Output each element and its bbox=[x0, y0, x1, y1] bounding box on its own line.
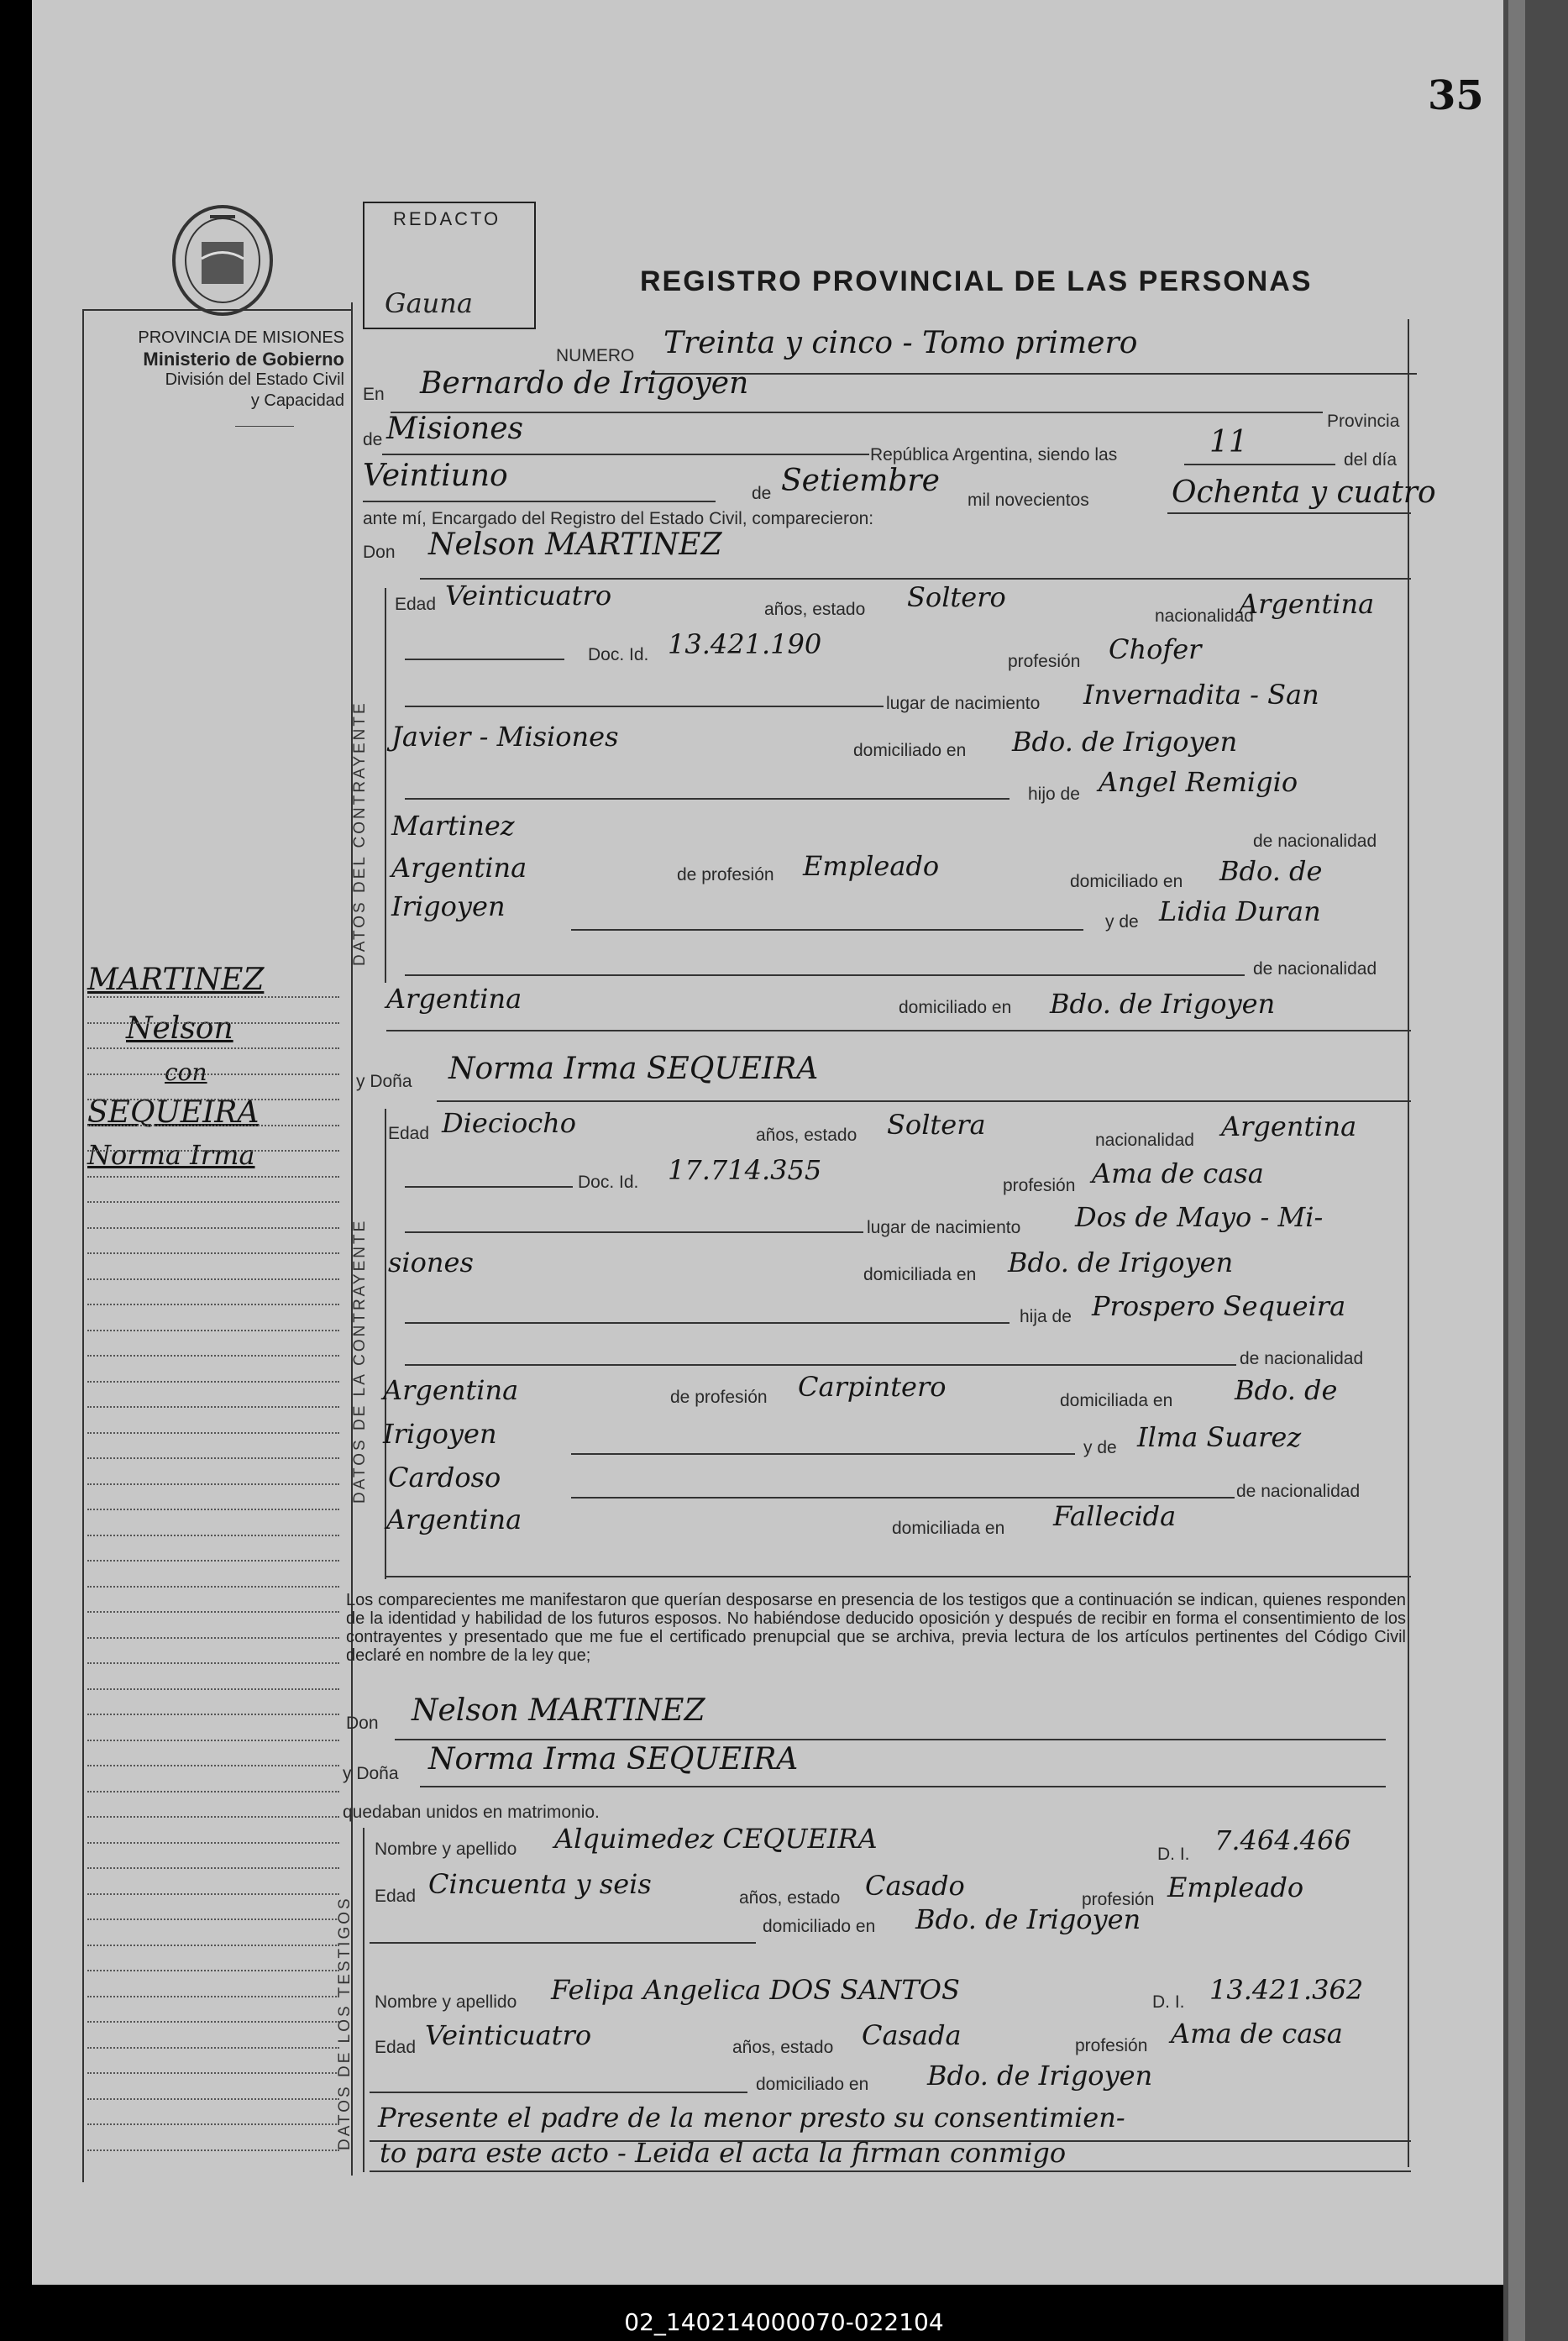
declaration-paragraph: Los comparecientes me manifestaron que querían desposarse en presencia de los testigos que a continuación se indican, quienes responden de la identidad y habilidad de los futuros esposos. No habiéndose deducido oposición y después de recibir en forma el consentimiento de los contrayentes y presentado que me fue el certificado prenupcial que se archiva, previa lectura de los artículos pertinentes del Código Civil declaré en nombre de la ley que; bbox=[346, 1591, 1406, 1665]
margin-rule bbox=[87, 1535, 339, 1536]
margin-rule bbox=[87, 1150, 339, 1152]
testigo2-nombre: Felipa Angelica DOS SANTOS bbox=[551, 1974, 960, 2006]
margin-rule bbox=[87, 1406, 339, 1408]
margin-rule bbox=[87, 1791, 339, 1792]
anio-line bbox=[1167, 512, 1411, 514]
label-hija: hija de bbox=[1020, 1307, 1072, 1326]
label-dom-6: domiciliada en bbox=[892, 1519, 1005, 1538]
label-prof-1: profesión bbox=[1008, 652, 1081, 671]
contrayente-padre-dom-b: Irigoyen bbox=[391, 890, 506, 922]
label-y-de-1: y de bbox=[1105, 912, 1139, 932]
contrayenta-nombre: Norma Irma SEQUEIRA bbox=[448, 1052, 819, 1086]
label-nac-2: nacionalidad bbox=[1095, 1131, 1194, 1150]
note-rule-2 bbox=[370, 2170, 1411, 2172]
contrayenta-padre: Prospero Sequeira bbox=[1092, 1290, 1346, 1322]
redacto-box bbox=[363, 202, 536, 329]
register-title: REGISTRO PROVINCIAL DE LAS PERSONAS bbox=[640, 265, 1313, 297]
label-dom-3: domiciliado en bbox=[899, 998, 1012, 1017]
margin-rule bbox=[87, 1330, 339, 1331]
contrayenta-edad: Dieciocho bbox=[442, 1107, 577, 1139]
testigo2-di: 13.421.362 bbox=[1209, 1974, 1364, 2006]
agency-capacity: y Capacidad bbox=[250, 391, 344, 410]
margin-rule bbox=[87, 1176, 339, 1178]
madre-pre-line bbox=[405, 974, 1245, 976]
margin-rule bbox=[87, 1457, 339, 1459]
margin-rule bbox=[87, 1688, 339, 1690]
margin-rule bbox=[87, 1560, 339, 1562]
dona-line bbox=[437, 1100, 1411, 1102]
madre-pre-line-2 bbox=[571, 1497, 1235, 1499]
label-prof-t2: profesión bbox=[1075, 2036, 1148, 2055]
margin-rule bbox=[87, 1816, 339, 1818]
margin-rule bbox=[87, 1381, 339, 1383]
contrayente-estado: Soltero bbox=[907, 581, 1006, 613]
margin-con: con bbox=[165, 1058, 207, 1086]
hora-line bbox=[1184, 464, 1335, 465]
acta-mes: Setiembre bbox=[781, 464, 940, 498]
lugar-line bbox=[391, 412, 1323, 413]
label-lugar-1: lugar de nacimiento bbox=[886, 694, 1041, 713]
margin-rule bbox=[87, 1227, 339, 1229]
contrayenta-padre-prof: Carpintero bbox=[798, 1371, 947, 1403]
vertical-contrayente: DATOS DEL CONTRAYENTE bbox=[351, 701, 369, 966]
label-prof-t1: profesión bbox=[1082, 1890, 1155, 1909]
margin-rule bbox=[87, 1945, 339, 1946]
margin-rule bbox=[87, 1483, 339, 1485]
label-dom-1: domiciliado en bbox=[853, 741, 967, 760]
label-de-nac-4: de nacionalidad bbox=[1236, 1482, 1361, 1501]
file-name-caption: 02_140214000070-022104 bbox=[624, 2308, 944, 2336]
label-edad-1: Edad bbox=[395, 595, 437, 614]
acta-lugar: Bernardo de Irigoyen bbox=[420, 366, 749, 401]
redacto-label: REDACTO bbox=[393, 208, 501, 229]
contrayente-padre-a: Angel Remigio bbox=[1099, 766, 1298, 798]
margin-surname: MARTINEZ bbox=[87, 963, 265, 997]
contrayente-padre-b: Martinez bbox=[391, 810, 515, 842]
margin-rule bbox=[87, 2098, 339, 2100]
label-nac-1: nacionalidad bbox=[1155, 606, 1254, 626]
testigo2-dom-pre-line bbox=[370, 2092, 747, 2093]
padre-pre-line-2 bbox=[405, 1364, 1236, 1366]
provincial-seal-icon bbox=[168, 200, 277, 318]
label-edad-2: Edad bbox=[388, 1124, 430, 1143]
contrayenta-nacionalidad: Argentina bbox=[1221, 1110, 1357, 1142]
label-en: En bbox=[363, 385, 385, 404]
label-estado-2: años, estado bbox=[756, 1126, 857, 1145]
hijo-pre-line bbox=[405, 798, 1009, 800]
margin-rule bbox=[87, 1586, 339, 1588]
margin-rule bbox=[87, 2021, 339, 2023]
margin-rule bbox=[87, 1355, 339, 1357]
margin-rule bbox=[87, 1073, 339, 1075]
contrayenta-padre-nac: Argentina bbox=[383, 1374, 519, 1406]
label-quedaban: quedaban unidos en matrimonio. bbox=[343, 1803, 600, 1822]
acta-hora: 11 bbox=[1209, 425, 1248, 459]
label-hijo: hijo de bbox=[1028, 785, 1080, 804]
label-de-prof-1: de profesión bbox=[677, 865, 774, 884]
label-doc-1: Doc. Id. bbox=[588, 645, 649, 664]
margin-rule bbox=[87, 1714, 339, 1715]
label-ante-mi: ante mí, Encargado del Registro del Estado Civil, comparecieron: bbox=[363, 509, 874, 528]
label-de: de bbox=[363, 430, 383, 449]
contrayente-madre-dom: Bdo. de Irigoyen bbox=[1050, 988, 1276, 1020]
label-estado-t2: años, estado bbox=[732, 2038, 834, 2057]
margin-rule bbox=[87, 2047, 339, 2049]
testigo2-profesion: Ama de casa bbox=[1171, 2018, 1343, 2050]
contrayenta-profesion: Ama de casa bbox=[1092, 1157, 1264, 1189]
margin-name: Nelson bbox=[126, 1011, 233, 1046]
agency-ministry: Ministerio de Gobierno bbox=[143, 349, 344, 370]
padre-dom-line-2 bbox=[571, 1453, 1075, 1455]
margin-rule bbox=[87, 1201, 339, 1203]
redacto-signature: Gauna bbox=[385, 287, 473, 319]
label-edad-t1: Edad bbox=[375, 1887, 417, 1906]
lugar-pre-line bbox=[405, 706, 884, 707]
margin-rule bbox=[87, 1252, 339, 1254]
contrayente-nombre: Nelson MARTINEZ bbox=[428, 528, 722, 562]
contrayente-madre: Lidia Duran bbox=[1159, 895, 1321, 927]
margin-rule bbox=[87, 1867, 339, 1869]
contrayente-padre-prof: Empleado bbox=[803, 850, 940, 882]
acta-dia: Veintiuno bbox=[363, 459, 508, 493]
label-nombre-1: Nombre y apellido bbox=[375, 1840, 517, 1859]
label-provincia: Provincia bbox=[1327, 412, 1400, 431]
label-don-2: Don bbox=[346, 1714, 379, 1733]
contrayenta-lugar-a: Dos de Mayo - Mi- bbox=[1075, 1201, 1324, 1233]
label-de-nac-3: de nacionalidad bbox=[1240, 1349, 1364, 1368]
hija-pre-line bbox=[405, 1322, 1009, 1324]
contrayenta-madre-nac: Argentina bbox=[386, 1504, 522, 1535]
contrayenta-madre-b: Cardoso bbox=[388, 1462, 501, 1493]
label-numero: NUMERO bbox=[556, 346, 635, 365]
label-lugar-2: lugar de nacimiento bbox=[867, 1218, 1021, 1237]
contrayenta-madre-a: Ilma Suarez bbox=[1137, 1421, 1302, 1453]
label-prof-2: profesión bbox=[1003, 1176, 1076, 1195]
label-edad-t2: Edad bbox=[375, 2038, 417, 2057]
contrayenta-domicilio: Bdo. de Irigoyen bbox=[1008, 1247, 1234, 1278]
union-dona-line bbox=[420, 1786, 1386, 1787]
contrayente-lugar-a: Invernadita - San bbox=[1083, 679, 1319, 711]
contrayenta-lugar-b: siones bbox=[388, 1247, 474, 1278]
testigo1-profesion: Empleado bbox=[1167, 1871, 1304, 1903]
margin-rule bbox=[87, 1842, 339, 1844]
label-dom-t1: domiciliado en bbox=[763, 1917, 876, 1936]
label-de-prof-2: de profesión bbox=[670, 1388, 768, 1407]
label-de-nac-1: de nacionalidad bbox=[1253, 832, 1377, 851]
union-don: Nelson MARTINEZ bbox=[412, 1693, 705, 1728]
label-dom-t2: domiciliado en bbox=[756, 2075, 869, 2094]
contrayente-edad: Veinticuatro bbox=[445, 580, 612, 611]
margin-surname-2: SEQUEIRA bbox=[87, 1095, 260, 1130]
contrayente-padre-dom-a: Bdo. de bbox=[1219, 855, 1323, 887]
label-del-dia: del día bbox=[1344, 450, 1398, 470]
label-doc-2: Doc. Id. bbox=[578, 1173, 639, 1192]
dia-line bbox=[363, 501, 716, 502]
margin-rule bbox=[87, 1970, 339, 1971]
margin-rule bbox=[87, 996, 339, 998]
header-rule bbox=[82, 309, 353, 311]
margin-rule bbox=[87, 1047, 339, 1049]
margin-rule bbox=[87, 1765, 339, 1766]
label-de-nac-2: de nacionalidad bbox=[1253, 959, 1377, 979]
margin-rule bbox=[87, 1304, 339, 1305]
contrayente-madre-nac: Argentina bbox=[386, 983, 522, 1015]
margin-rule bbox=[87, 1637, 339, 1639]
doc-pre-line-2 bbox=[405, 1186, 573, 1188]
label-mil: mil novecientos bbox=[968, 491, 1089, 510]
contrayenta-padre-dom-a: Bdo. de bbox=[1235, 1374, 1338, 1406]
agency-province: PROVINCIA DE MISIONES bbox=[138, 328, 344, 347]
numero-line bbox=[651, 373, 1417, 375]
madre-dom-line-2 bbox=[386, 1576, 1411, 1577]
label-dom-4: domiciliada en bbox=[863, 1265, 977, 1284]
label-y-dona-2: y Doña bbox=[343, 1764, 399, 1783]
margin-rule bbox=[87, 1022, 339, 1024]
margin-rule bbox=[87, 2123, 339, 2125]
acta-anio: Ochenta y cuatro bbox=[1172, 475, 1436, 510]
contrayente-bracket bbox=[385, 588, 386, 983]
agency-division: División del Estado Civil bbox=[165, 370, 344, 389]
testigo1-dom-pre-line bbox=[370, 1942, 756, 1944]
union-dona: Norma Irma SEQUEIRA bbox=[428, 1742, 799, 1777]
margin-rule bbox=[87, 1893, 339, 1895]
margin-rule bbox=[87, 1509, 339, 1510]
vertical-contrayenta: DATOS DE LA CONTRAYENTE bbox=[351, 1218, 369, 1504]
margin-rule bbox=[87, 1611, 339, 1613]
margin-rule bbox=[87, 2149, 339, 2151]
label-di-1: D. I. bbox=[1157, 1845, 1190, 1864]
testigo2-estado: Casada bbox=[862, 2019, 962, 2051]
contrayente-lugar-b: Javier - Misiones bbox=[391, 721, 619, 753]
note-line-1: Presente el padre de la menor presto su consentimien- bbox=[378, 2102, 1125, 2134]
margin-rule bbox=[87, 1432, 339, 1434]
testigo1-estado: Casado bbox=[865, 1870, 965, 1902]
contrayenta-estado: Soltera bbox=[887, 1109, 986, 1141]
testigos-bracket bbox=[363, 1828, 364, 2172]
acta-provincia: Misiones bbox=[386, 412, 524, 446]
acta-numero: Treinta y cinco - Tomo primero bbox=[663, 326, 1138, 360]
book-spine bbox=[1503, 0, 1568, 2341]
contrayenta-padre-dom-b: Irigoyen bbox=[383, 1418, 497, 1450]
margin-rule bbox=[87, 1996, 339, 1997]
label-republica: República Argentina, siendo las bbox=[870, 445, 1118, 465]
testigo2-domicilio: Bdo. de Irigoyen bbox=[927, 2060, 1153, 2092]
label-dom-2: domiciliado en bbox=[1070, 872, 1183, 891]
note-line-2: to para este acto - Leida el acta la firman conmigo bbox=[380, 2137, 1067, 2169]
margin-rule bbox=[87, 1662, 339, 1664]
contrayente-doc: 13.421.190 bbox=[668, 628, 822, 660]
label-y-dona: y Doña bbox=[356, 1072, 412, 1091]
agency-header bbox=[84, 328, 344, 433]
margin-rule bbox=[87, 1740, 339, 1741]
label-di-2: D. I. bbox=[1152, 1992, 1185, 2012]
margin-rule bbox=[87, 1918, 339, 1920]
madre-dom-line bbox=[386, 1030, 1411, 1031]
label-de-mes: de bbox=[752, 484, 772, 503]
margin-rule bbox=[87, 1125, 339, 1126]
vertical-testigos: DATOS DE LOS TESTIGOS bbox=[336, 1896, 354, 2150]
contrayente-padre-nac: Argentina bbox=[391, 852, 527, 884]
testigo2-edad: Veinticuatro bbox=[425, 2019, 592, 2051]
contrayente-profesion: Chofer bbox=[1109, 633, 1202, 665]
right-border-line bbox=[1408, 319, 1409, 2167]
label-dom-5: domiciliada en bbox=[1060, 1391, 1173, 1410]
testigo1-di: 7.464.466 bbox=[1214, 1824, 1351, 1856]
margin-rule bbox=[87, 2072, 339, 2074]
margin-rule bbox=[87, 1099, 339, 1100]
label-y-de-2: y de bbox=[1083, 1438, 1117, 1457]
lugar-pre-line-2 bbox=[405, 1231, 863, 1233]
label-estado-t1: años, estado bbox=[739, 1888, 841, 1908]
union-don-line bbox=[395, 1739, 1386, 1740]
margin-left-line bbox=[82, 309, 84, 2182]
doc-pre-line bbox=[405, 659, 564, 660]
padre-dom-line bbox=[571, 929, 1083, 931]
margin-name-2: Norma Irma bbox=[87, 1139, 255, 1171]
contrayente-domicilio: Bdo. de Irigoyen bbox=[1012, 726, 1238, 758]
page-number: 35 bbox=[1428, 72, 1484, 119]
provincia-line bbox=[382, 454, 869, 455]
label-don: Don bbox=[363, 543, 396, 562]
label-nombre-2: Nombre y apellido bbox=[375, 1992, 517, 2012]
contrayenta-madre-dom: Fallecida bbox=[1053, 1500, 1177, 1532]
contrayente-nacionalidad: Argentina bbox=[1239, 588, 1375, 620]
testigo1-nombre: Alquimedez CEQUEIRA bbox=[554, 1823, 878, 1855]
testigo1-domicilio: Bdo. de Irigoyen bbox=[915, 1903, 1141, 1935]
contrayenta-doc: 17.714.355 bbox=[668, 1154, 822, 1186]
margin-rule bbox=[87, 1278, 339, 1280]
label-estado-1: años, estado bbox=[764, 600, 866, 619]
testigo1-edad: Cincuenta y seis bbox=[428, 1868, 652, 1900]
